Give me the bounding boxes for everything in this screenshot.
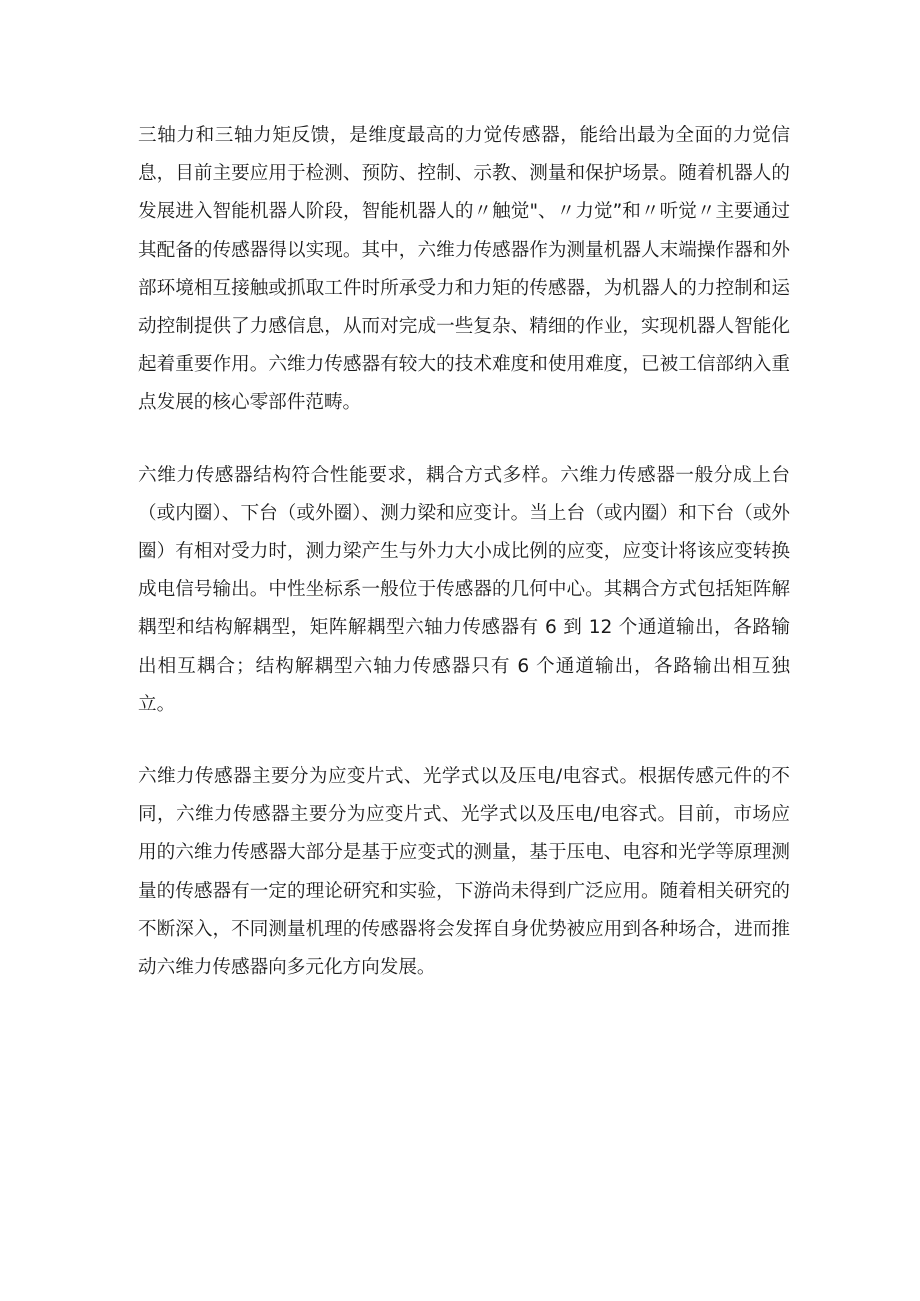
paragraph-sensor-structure: 六维力传感器结构符合性能要求，耦合方式多样。六维力传感器一般分成上台（或内圈）、下台（或外圈）、测力梁和应变计。当上台（或内圈）和下台（或外圈）有相对受力时，测力梁产生与外力大小成比例的应变，应变计将该应变转换成电信号输出。中性坐标系一般位于传感器的几何中心。其耦合方式包括矩阵解耦型和结构解耦型，矩阵解耦型六轴力传感器有 6 到 12 个通道输出，各路输出相互耦合；结构解耦型六轴力传感器只有 6 个通道输出，各路输出相互独立。 bbox=[138, 464, 790, 715]
paragraph-force-feedback: 三轴力和三轴力矩反馈，是维度最高的力觉传感器，能给出最为全面的力觉信息，目前主要应用于检测、预防、控制、示教、测量和保护场景。随着机器人的发展进入智能机器人阶段，智能机器人的〃触觉"、〃力觉”和〃听觉〃主要通过其配备的传感器得以实现。其中，六维力传感器作为测量机器人末端操作器和外部环境相互接触或抓取工件时所承受力和力矩的传感器，为机器人的力控制和运动控制提供了力感信息，从而对完成一些复杂、精细的作业，实现机器人智能化起着重要作用。六维力传感器有较大的技术难度和使用难度，已被工信部纳入重点发展的核心零部件范畴。 bbox=[138, 125, 790, 414]
document-body bbox=[138, 117, 790, 1021]
paragraph-sensor-types: 六维力传感器主要分为应变片式、光学式以及压电/电容式。根据传感元件的不同，六维力传感器主要分为应变片式、光学式以及压电/电容式。目前，市场应用的六维力传感器大部分是基于应变式的测量，基于压电、电容和光学等原理测量的传感器有一定的理论研究和实验，下游尚未得到广泛应用。随着相关研究的不断深入，不同测量机理的传感器将会发挥自身优势被应用到各种场合，进而推动六维力传感器向多元化方向发展。 bbox=[138, 766, 790, 979]
